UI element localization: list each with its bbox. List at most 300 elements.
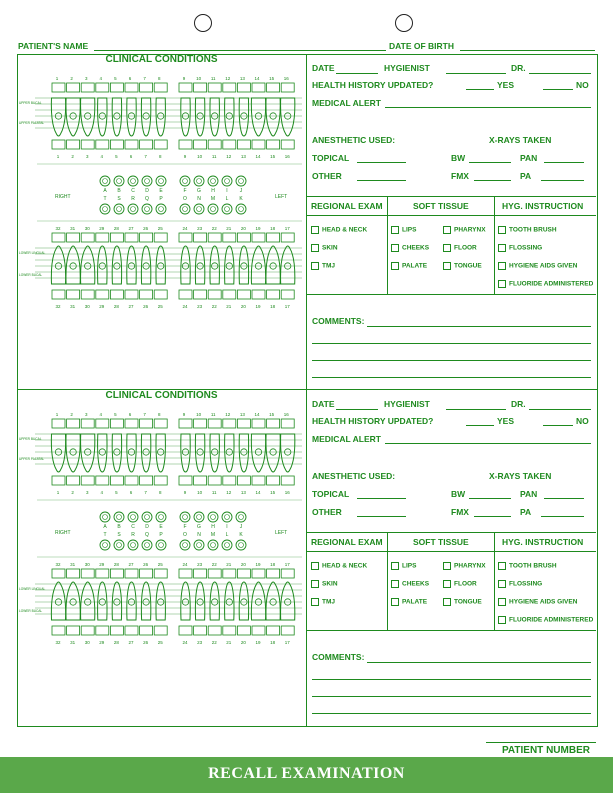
lower-notation-box[interactable] (154, 569, 167, 578)
checkbox[interactable] (311, 598, 319, 606)
lower-notation-box-2[interactable] (96, 290, 109, 299)
tooth-number-lower-2: 30 (84, 640, 90, 645)
lower-notation-box[interactable] (81, 233, 94, 242)
upper-notation-box[interactable] (179, 83, 192, 92)
lower-notation-box-2[interactable] (223, 626, 236, 635)
comments-line-1[interactable] (367, 662, 591, 663)
upper-notation-box[interactable] (223, 419, 236, 428)
upper-notation-box[interactable] (81, 83, 94, 92)
soft-tissue-item[interactable] (391, 580, 429, 588)
upper-tooth (251, 434, 265, 472)
lower-notation-box[interactable] (281, 233, 294, 242)
upper-notation-box-2[interactable] (52, 476, 65, 485)
exam-section (0, 390, 613, 726)
soft-tissue-item-label: TONGUE (454, 262, 482, 270)
primary-upper-letter: E (159, 524, 163, 530)
lower-notation-box-2[interactable] (267, 290, 280, 299)
regional-item[interactable] (311, 580, 338, 588)
medical-alert-field[interactable] (385, 107, 591, 108)
upper-notation-box[interactable] (140, 83, 153, 92)
lower-notation-box-2[interactable] (67, 626, 80, 635)
lower-notation-box-2[interactable] (208, 290, 221, 299)
primary-lower-letter: L (225, 196, 229, 202)
yes-label: YES (497, 80, 515, 90)
patient-name-field[interactable] (94, 50, 386, 51)
checkbox[interactable] (443, 562, 451, 570)
tooth-number-lower: 25 (157, 226, 163, 231)
comments-line-4[interactable] (312, 377, 591, 378)
checkbox[interactable] (391, 262, 399, 270)
upper-notation-box-2[interactable] (281, 476, 294, 485)
other-field[interactable] (357, 180, 406, 181)
lower-tooth (66, 246, 80, 284)
soft-tissue-item[interactable] (443, 562, 486, 570)
lower-notation-box-2[interactable] (281, 290, 294, 299)
lower-notation-box-2[interactable] (154, 626, 167, 635)
dr-field[interactable] (529, 409, 591, 410)
checkbox[interactable] (391, 226, 399, 234)
no-field[interactable] (543, 425, 573, 426)
tooth-number-upper: 15 (269, 412, 275, 417)
checkbox[interactable] (311, 562, 319, 570)
pan-field[interactable] (544, 162, 584, 163)
lower-notation-box[interactable] (267, 233, 280, 242)
hyg-instruction-item[interactable] (498, 598, 577, 606)
hyg-instruction-item[interactable] (498, 616, 593, 624)
lower-notation-box-2[interactable] (81, 290, 94, 299)
upper-notation-box[interactable] (110, 419, 123, 428)
lower-notation-box-2[interactable] (252, 626, 265, 635)
lower-notation-box[interactable] (237, 569, 250, 578)
primary-lower-letter: Q (145, 196, 149, 202)
upper-notation-box-2[interactable] (281, 140, 294, 149)
lower-notation-box[interactable] (52, 233, 65, 242)
comments-line-1[interactable] (367, 326, 591, 327)
lower-notation-box-2[interactable] (208, 626, 221, 635)
upper-tooth (266, 98, 280, 136)
upper-notation-box-2[interactable] (96, 140, 109, 149)
checkbox[interactable] (498, 598, 506, 606)
lower-notation-box[interactable] (252, 233, 265, 242)
date-field[interactable] (336, 73, 378, 74)
primary-lower-tooth (128, 204, 138, 214)
upper-notation-box[interactable] (140, 419, 153, 428)
soft-tissue-item[interactable] (443, 244, 477, 252)
lower-notation-box-2[interactable] (52, 626, 65, 635)
checkbox[interactable] (391, 580, 399, 588)
checkbox[interactable] (443, 226, 451, 234)
tooth-number-lower: 18 (270, 562, 276, 567)
side-label: LOWER BUCAL (19, 609, 43, 613)
hyg-instruction-item-label: HYGIENE AIDS GIVEN (509, 262, 578, 270)
tooth-number-lower: 17 (284, 226, 290, 231)
soft-tissue-item[interactable] (391, 598, 427, 606)
lower-notation-box-2[interactable] (154, 290, 167, 299)
hyg-instruction-item[interactable] (498, 226, 557, 234)
lower-notation-box-2[interactable] (125, 626, 138, 635)
bw-field[interactable] (469, 162, 511, 163)
upper-notation-box[interactable] (194, 83, 207, 92)
primary-lower-tooth (236, 204, 246, 214)
pa-field[interactable] (541, 180, 584, 181)
upper-notation-box-2[interactable] (237, 140, 250, 149)
regional-item[interactable] (311, 244, 338, 252)
primary-upper-letter: D (145, 188, 149, 194)
hyg-instruction-item[interactable] (498, 244, 542, 252)
lower-notation-box[interactable] (125, 233, 138, 242)
hyg-instruction-item[interactable] (498, 262, 577, 270)
lower-notation-box[interactable] (208, 233, 221, 242)
upper-notation-box-2[interactable] (194, 140, 207, 149)
upper-notation-box-2[interactable] (67, 476, 80, 485)
primary-upper-occlusal (117, 515, 122, 520)
lower-notation-box[interactable] (179, 233, 192, 242)
soft-tissue-item[interactable] (443, 262, 482, 270)
upper-notation-box[interactable] (281, 83, 294, 92)
tooth-number-lower: 23 (197, 226, 203, 231)
checkbox[interactable] (311, 244, 319, 252)
primary-lower-letter: T (103, 196, 107, 202)
tooth-number-upper: 16 (283, 412, 289, 417)
upper-notation-box-2[interactable] (140, 476, 153, 485)
lower-notation-box[interactable] (96, 233, 109, 242)
primary-lower-tooth (142, 540, 152, 550)
upper-notation-box[interactable] (252, 83, 265, 92)
comments-line-3[interactable] (312, 696, 591, 697)
upper-notation-box-2[interactable] (267, 476, 280, 485)
primary-lower-letter: T (103, 532, 107, 538)
hyg-instruction-item-label: FLOSSING (509, 244, 543, 252)
primary-lower-letter: R (131, 196, 135, 202)
primary-upper-letter: C (131, 524, 135, 530)
upper-notation-box-2[interactable] (194, 476, 207, 485)
primary-lower-tooth (156, 204, 166, 214)
side-label: LOWER LINGUAL (19, 587, 46, 591)
soft-tissue-item[interactable] (391, 562, 416, 570)
upper-notation-box[interactable] (67, 83, 80, 92)
upper-notation-box[interactable] (96, 419, 109, 428)
upper-notation-box[interactable] (267, 83, 280, 92)
upper-notation-box-2[interactable] (110, 476, 123, 485)
primary-lower-tooth (194, 204, 204, 214)
pa-label: PA (520, 507, 532, 517)
tooth-number-lower-2: 25 (157, 304, 163, 309)
upper-notation-box[interactable] (208, 83, 221, 92)
lower-notation-box-2[interactable] (179, 626, 192, 635)
primary-upper-tooth (180, 176, 190, 186)
medical-alert-field[interactable] (385, 443, 591, 444)
upper-notation-box-2[interactable] (110, 140, 123, 149)
lower-notation-box[interactable] (194, 569, 207, 578)
comments-line-3[interactable] (312, 360, 591, 361)
exam-grid-bottom (306, 294, 596, 295)
lower-notation-box[interactable] (110, 569, 123, 578)
soft-tissue-item[interactable] (391, 244, 429, 252)
primary-lower-letter: N (197, 196, 201, 202)
upper-notation-box-2[interactable] (154, 140, 167, 149)
tooth-number-upper: 11 (210, 76, 216, 81)
primary-lower-occlusal (211, 207, 216, 212)
checkbox[interactable] (498, 616, 506, 624)
checkbox[interactable] (311, 262, 319, 270)
checkbox[interactable] (498, 226, 506, 234)
pan-label: PAN (520, 489, 538, 499)
upper-notation-box[interactable] (125, 419, 138, 428)
upper-notation-box[interactable] (223, 83, 236, 92)
checkbox[interactable] (443, 580, 451, 588)
checkbox[interactable] (498, 244, 506, 252)
primary-lower-occlusal (197, 207, 202, 212)
primary-upper-occlusal (117, 179, 122, 184)
upper-tooth (251, 98, 265, 136)
lower-notation-box[interactable] (267, 569, 280, 578)
primary-lower-tooth (114, 540, 124, 550)
soft-tissue-item[interactable] (443, 580, 477, 588)
upper-notation-box-2[interactable] (223, 140, 236, 149)
tooth-number-lower: 22 (211, 226, 217, 231)
lower-notation-box-2[interactable] (96, 626, 109, 635)
hyg-instruction-item[interactable] (498, 562, 557, 570)
lower-notation-box[interactable] (110, 233, 123, 242)
checkbox[interactable] (311, 226, 319, 234)
upper-notation-box-2[interactable] (208, 476, 221, 485)
topical-field[interactable] (357, 498, 406, 499)
lower-notation-box-2[interactable] (237, 626, 250, 635)
primary-lower-letter: M (210, 196, 216, 202)
upper-notation-box[interactable] (194, 419, 207, 428)
upper-notation-box[interactable] (110, 83, 123, 92)
hyg-instruction-item[interactable] (498, 280, 593, 288)
upper-notation-box-2[interactable] (179, 476, 192, 485)
primary-lower-occlusal (183, 543, 188, 548)
tooth-number-upper: 9 (182, 76, 186, 81)
upper-notation-box-2[interactable] (67, 140, 80, 149)
primary-lower-tooth (180, 204, 190, 214)
lower-notation-box[interactable] (154, 233, 167, 242)
lower-tooth (281, 246, 295, 284)
lower-notation-box[interactable] (223, 569, 236, 578)
soft-tissue-item[interactable] (391, 226, 416, 234)
upper-notation-box-2[interactable] (208, 140, 221, 149)
pan-field[interactable] (544, 498, 584, 499)
lower-notation-box-2[interactable] (223, 290, 236, 299)
lower-notation-box[interactable] (125, 569, 138, 578)
soft-tissue-item-label: PALATE (402, 262, 428, 270)
yes-field[interactable] (466, 425, 494, 426)
dr-field[interactable] (529, 73, 591, 74)
upper-notation-box-2[interactable] (81, 476, 94, 485)
tooth-number-upper: 13 (239, 412, 245, 417)
no-field[interactable] (543, 89, 573, 90)
medical-alert-label: MEDICAL ALERT (312, 98, 381, 108)
lower-notation-box-2[interactable] (281, 626, 294, 635)
lower-notation-box[interactable] (194, 233, 207, 242)
lower-notation-box-2[interactable] (110, 290, 123, 299)
upper-notation-box[interactable] (237, 419, 250, 428)
upper-notation-box-2[interactable] (125, 140, 138, 149)
lower-notation-box[interactable] (237, 233, 250, 242)
checkbox[interactable] (498, 580, 506, 588)
lower-notation-box[interactable] (81, 569, 94, 578)
primary-upper-letter: J (239, 188, 243, 194)
primary-upper-tooth (114, 512, 124, 522)
left-label: LEFT (275, 194, 288, 200)
upper-notation-box[interactable] (125, 83, 138, 92)
upper-notation-box[interactable] (267, 419, 280, 428)
upper-notation-box-2[interactable] (96, 476, 109, 485)
checkbox[interactable] (498, 262, 506, 270)
dob-field[interactable] (460, 50, 595, 51)
dob-label: DATE OF BIRTH (389, 41, 455, 51)
checkbox[interactable] (391, 244, 399, 252)
primary-upper-tooth (128, 176, 138, 186)
tooth-number-lower-2: 17 (284, 640, 290, 645)
upper-notation-box-2[interactable] (267, 140, 280, 149)
upper-notation-box[interactable] (81, 419, 94, 428)
upper-notation-box-2[interactable] (81, 140, 94, 149)
pa-field[interactable] (541, 516, 584, 517)
checkbox[interactable] (391, 562, 399, 570)
lower-notation-box-2[interactable] (140, 290, 153, 299)
topical-field[interactable] (357, 162, 406, 163)
primary-lower-tooth (236, 540, 246, 550)
upper-notation-box[interactable] (179, 419, 192, 428)
checkbox[interactable] (498, 280, 506, 288)
fmx-field[interactable] (474, 516, 511, 517)
comments-line-4[interactable] (312, 713, 591, 714)
bw-field[interactable] (469, 498, 511, 499)
hyg-instruction-item[interactable] (498, 580, 542, 588)
exam-section (0, 54, 613, 390)
tooth-number-upper-2: 9 (183, 154, 187, 159)
hygienist-field[interactable] (446, 409, 506, 410)
lower-notation-box[interactable] (96, 569, 109, 578)
regional-item[interactable] (311, 262, 335, 270)
regional-item[interactable] (311, 226, 367, 234)
primary-lower-letter: O (183, 532, 187, 538)
tooth-number-lower: 31 (70, 562, 76, 567)
lower-notation-box-2[interactable] (67, 290, 80, 299)
upper-notation-box-2[interactable] (154, 476, 167, 485)
primary-upper-letter: D (145, 524, 149, 530)
upper-notation-box-2[interactable] (140, 140, 153, 149)
upper-notation-box[interactable] (154, 83, 167, 92)
hygienist-field[interactable] (446, 73, 506, 74)
lower-notation-box[interactable] (67, 569, 80, 578)
checkbox[interactable] (443, 262, 451, 270)
checkbox[interactable] (498, 562, 506, 570)
lower-notation-box-2[interactable] (267, 626, 280, 635)
lower-notation-box[interactable] (140, 233, 153, 242)
comments-line-2[interactable] (312, 679, 591, 680)
upper-notation-box-2[interactable] (252, 140, 265, 149)
lower-notation-box[interactable] (223, 233, 236, 242)
tooth-number-upper: 5 (114, 76, 117, 81)
tooth-number-lower-2: 22 (211, 640, 217, 645)
fmx-label: FMX (451, 171, 469, 181)
primary-upper-letter: H (211, 188, 215, 194)
regional-item[interactable] (311, 562, 367, 570)
comments-line-2[interactable] (312, 343, 591, 344)
patient-name-label: PATIENT'S NAME (18, 41, 89, 51)
tooth-number-upper: 4 (99, 412, 103, 417)
upper-notation-box[interactable] (281, 419, 294, 428)
upper-notation-box[interactable] (52, 419, 65, 428)
date-field[interactable] (336, 409, 378, 410)
hyg-instruction-item-label: TOOTH BRUSH (509, 226, 557, 234)
primary-upper-tooth (100, 512, 110, 522)
soft-tissue-item[interactable] (443, 226, 486, 234)
right-label: RIGHT (55, 530, 71, 536)
hyg-instruction-item-label: TOOTH BRUSH (509, 562, 557, 570)
primary-lower-letter: K (239, 532, 243, 538)
lower-notation-box-2[interactable] (252, 290, 265, 299)
upper-notation-box[interactable] (52, 83, 65, 92)
checkbox[interactable] (391, 598, 399, 606)
fmx-field[interactable] (474, 180, 511, 181)
checkbox[interactable] (443, 244, 451, 252)
upper-notation-box[interactable] (252, 419, 265, 428)
upper-notation-box[interactable] (96, 83, 109, 92)
lower-notation-box-2[interactable] (194, 626, 207, 635)
lower-notation-box[interactable] (208, 569, 221, 578)
checkbox[interactable] (443, 598, 451, 606)
lower-notation-box-2[interactable] (179, 290, 192, 299)
upper-notation-box[interactable] (237, 83, 250, 92)
primary-lower-occlusal (117, 543, 122, 548)
lower-notation-box[interactable] (252, 569, 265, 578)
upper-notation-box-2[interactable] (237, 476, 250, 485)
primary-upper-tooth (222, 176, 232, 186)
tooth-number-upper-2: 8 (158, 490, 162, 495)
upper-notation-box-2[interactable] (125, 476, 138, 485)
lower-notation-box[interactable] (67, 233, 80, 242)
upper-notation-box[interactable] (67, 419, 80, 428)
lower-notation-box[interactable] (140, 569, 153, 578)
lower-notation-box-2[interactable] (110, 626, 123, 635)
lower-notation-box-2[interactable] (52, 290, 65, 299)
soft-tissue-title: SOFT TISSUE (413, 537, 469, 547)
upper-notation-box-2[interactable] (52, 140, 65, 149)
lower-notation-box-2[interactable] (194, 290, 207, 299)
lower-notation-box[interactable] (281, 569, 294, 578)
upper-notation-box[interactable] (208, 419, 221, 428)
tooth-number-lower: 29 (99, 226, 105, 231)
upper-notation-box-2[interactable] (252, 476, 265, 485)
lower-notation-box[interactable] (52, 569, 65, 578)
lower-notation-box-2[interactable] (81, 626, 94, 635)
regional-item[interactable] (311, 598, 335, 606)
lower-notation-box-2[interactable] (125, 290, 138, 299)
primary-upper-tooth (208, 512, 218, 522)
lower-notation-box-2[interactable] (140, 626, 153, 635)
upper-notation-box[interactable] (154, 419, 167, 428)
lower-notation-box-2[interactable] (237, 290, 250, 299)
soft-tissue-item[interactable] (443, 598, 482, 606)
upper-notation-box-2[interactable] (179, 140, 192, 149)
other-field[interactable] (357, 516, 406, 517)
yes-field[interactable] (466, 89, 494, 90)
soft-tissue-item-label: PHARYNX (454, 226, 486, 234)
checkbox[interactable] (311, 580, 319, 588)
primary-upper-tooth (100, 176, 110, 186)
tooth-number-lower-2: 24 (182, 640, 188, 645)
upper-notation-box-2[interactable] (223, 476, 236, 485)
lower-notation-box[interactable] (179, 569, 192, 578)
patient-number-field[interactable] (486, 742, 596, 743)
soft-tissue-item[interactable] (391, 262, 427, 270)
tooth-number-upper-2: 12 (226, 154, 232, 159)
